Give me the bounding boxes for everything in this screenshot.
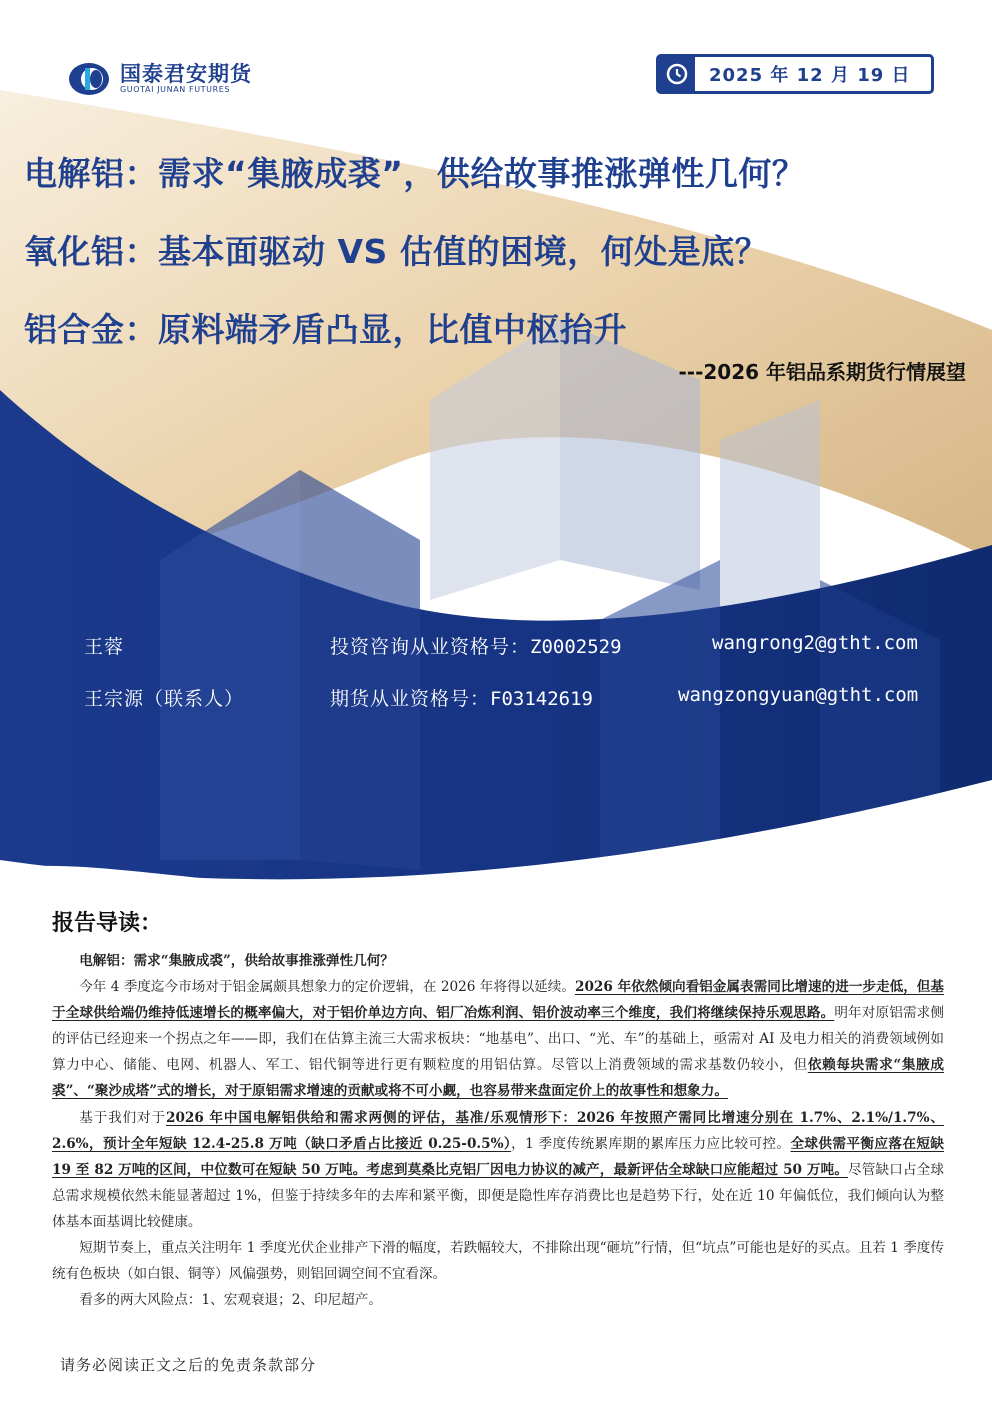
text-run: 明年对原铝需求侧的评估已经迎来一个拐点之年——即，我们在估算主流三大需求板块：“地基电”、出口、“光、车”的基础上，亟需对 AI 及电力相关的消费领域例如算力中心、储能、电网、机器人、军工、铝代铜等进行更有颗粒度的用铝估算。尽管以上消费领域的需求基数仍较小，但: [52, 1005, 944, 1074]
author-email-2[interactable]: wangzongyuan@gtht.com: [678, 684, 919, 706]
clock-icon: [659, 57, 695, 91]
report-date: 2025 年 12 月 19 日: [709, 65, 911, 86]
author-qualification-1: [330, 632, 622, 659]
emphasis-run: 2026 年中国电解铝供给和需求两侧的评估，基准/乐观情形下：2026 年按照产需同比增速分别在 1.7%、2.1%/1.7%、2.6%，预计全年短缺 12.4-25.8 万吨（缺口矛盾占比接近 0.25-0.5%）: [52, 1109, 944, 1152]
qualification-number: F03142619: [490, 688, 593, 710]
emphasis-run: 依赖每块需求“集腋成裘”、“聚沙成塔”式的增长，对于原铝需求增速的贡献或将不可小觑，也容易带来盘面定价上的故事性和想象力。: [52, 1057, 944, 1100]
qualification-number: Z0002529: [530, 636, 622, 658]
paragraph-4: 看多的两大风险点：1、宏观衰退；2、印尼超产。: [79, 1292, 382, 1309]
author-qualification-2: [330, 684, 593, 711]
author-name-2: 王宗源（联系人）: [84, 688, 245, 710]
logo-english-name: GUOTAI JUNAN FUTURES: [120, 85, 231, 94]
section-title: 电解铝：需求“集腋成裘”，供给故事推涨弹性几何？: [79, 953, 394, 969]
emphasis-run: 2026 年依然倾向看铝金属表需同比增速的进一步走低，但基于全球供给端仍维持低速增长的概率偏大，对于铝价单边方向、铝厂冶炼利润、铝价波动率三个维度，我们将继续保持乐观思路。: [52, 979, 944, 1022]
title-alumina: 氧化铝：基本面驱动 VS 估值的困境，何处是底？: [24, 232, 769, 271]
globe-c-logo-icon: [68, 62, 110, 96]
report-date-box: [656, 54, 934, 94]
qualification-label: 投资咨询从业资格号：: [330, 636, 531, 658]
paragraph-1: [52, 974, 944, 1104]
qualification-label: 期货从业资格号：: [330, 688, 491, 710]
disclaimer-footer: 请务必阅读正文之后的免责条款部分: [60, 1356, 317, 1374]
text-run: 基于我们对于: [79, 1109, 166, 1126]
logo-chinese-name: 国泰君安期货: [120, 62, 252, 86]
emphasis-run: 全球供需平衡应落在短缺 19 至 82 万吨的区间，中位数可在短缺 50 万吨。考虑到莫桑比克铝厂因电力协议的减产，最新评估全球缺口应能超过 50 万吨。: [52, 1135, 945, 1178]
report-intro-body: [52, 948, 944, 1313]
report-intro-heading: 报告导读：: [52, 910, 163, 936]
text-run: 今年 4 季度迄今市场对于铝金属颇具想象力的定价逻辑，在 2026 年将得以延续。: [79, 979, 575, 996]
report-subtitle: ---2026 年铝品系期货行情展望: [678, 360, 966, 384]
author-email-1[interactable]: wangrong2@gtht.com: [712, 632, 918, 654]
author-name-1: 王蓉: [84, 636, 125, 658]
paragraph-3: 短期节奏上，重点关注明年 1 季度光伏企业排产下滑的幅度，若跌幅较大，不排除出现“砸坑”行情，但“坑点”可能也是好的买点。且若 1 季度传统有色板块（如白银、铜等）风偏强势，则铝回调空间不宜看深。: [52, 1240, 944, 1283]
title-aluminum: 电解铝：需求“集腋成裘”，供给故事推涨弹性几何？: [24, 154, 806, 193]
brand-logo: [68, 62, 252, 96]
text-run: ，1 季度传统累库期的累库压力应比较可控。: [511, 1135, 791, 1152]
title-alloy: 铝合金：原料端矛盾凸显，比值中枢抬升: [24, 310, 627, 349]
paragraph-2: [52, 1105, 944, 1235]
text-run: 尽管缺口占全球总需求规模依然未能显著超过 1%，但鉴于持续多年的去库和紧平衡，即便是隐性库存消费比也是趋势下行，处在近 10 年偏低位，我们倾向认为整体基本面基调比较健康。: [52, 1161, 944, 1230]
